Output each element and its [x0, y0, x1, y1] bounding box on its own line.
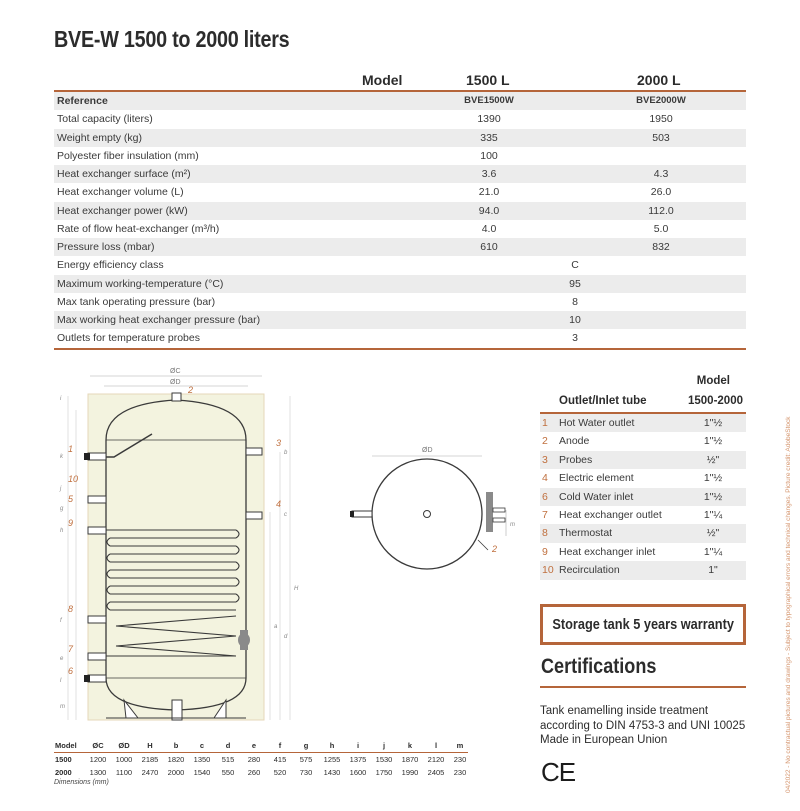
spec-header-2000: 2000 L — [637, 72, 681, 88]
dimensions-header-row — [54, 739, 468, 753]
dimensions-cell: 2470 — [141, 768, 159, 777]
spec-row — [54, 165, 746, 183]
cert-line-3: Made in European Union — [540, 734, 668, 746]
spec-row — [54, 256, 746, 274]
spec-row-label: Weight empty (kg) — [57, 131, 142, 144]
dimensions-header-cell: g — [303, 741, 309, 750]
dimensions-cell: 1200 — [89, 754, 107, 764]
spec-row — [54, 129, 746, 147]
spec-header-model: Model — [362, 72, 403, 88]
spec-row — [54, 275, 746, 293]
side-letter-g: g — [60, 506, 64, 512]
spec-row-label: Total capacity (liters) — [57, 113, 153, 126]
spec-row-value: 3 — [572, 332, 578, 345]
outlet-row-size: ½" — [706, 527, 720, 540]
side-letter-b: b — [284, 450, 288, 456]
spec-row-value-1500: 4.0 — [481, 222, 497, 235]
spec-row-value-1500: 610 — [480, 241, 498, 253]
outlet-row-name: Heat exchanger outlet — [559, 508, 662, 521]
dimensions-header-cell: i — [356, 741, 360, 750]
outlet-table-header — [540, 372, 746, 412]
side-letter-f: f — [60, 618, 62, 624]
spec-row — [54, 147, 746, 165]
certifications-title: Certifications — [541, 655, 657, 678]
dimensions-row — [54, 753, 468, 767]
spec-row-value-2000: 26.0 — [650, 186, 672, 199]
spec-row — [54, 92, 746, 110]
ce-mark-icon: CE — [541, 757, 576, 787]
spec-row-value-1500: 21.0 — [478, 186, 500, 199]
side-letter-h-total: H — [294, 586, 299, 592]
top-letter-m: m — [510, 522, 515, 528]
outlet-table-body — [540, 412, 746, 580]
dimensions-cell: 2185 — [141, 754, 159, 764]
side-letter-m: m — [60, 704, 65, 710]
outlet-header-model: Model — [696, 375, 730, 387]
outlet-row-size: 1"¼ — [703, 545, 723, 558]
spec-row-label: Heat exchanger volume (L) — [57, 186, 184, 199]
outlet-row-number: 1 — [542, 417, 548, 429]
outlet-row — [540, 488, 746, 506]
dimensions-header-cell: H — [147, 741, 153, 750]
dimensions-header-cell: e — [251, 741, 257, 750]
marker-5: 5 — [68, 494, 74, 504]
dimensions-header-cell: l — [434, 741, 438, 750]
dimensions-cell: 2000 — [167, 768, 185, 777]
dimensions-row — [54, 766, 468, 780]
outlet-row-name: Anode — [559, 435, 590, 448]
dimensions-header-cell: j — [382, 741, 386, 750]
outlet-row — [540, 561, 746, 579]
outlet-row-name: Recirculation — [559, 564, 620, 577]
certifications-divider — [540, 686, 746, 688]
tank-top-diagram — [346, 438, 526, 618]
side-letter-e: e — [60, 656, 64, 662]
outlet-row — [540, 524, 746, 542]
marker-6: 6 — [68, 666, 74, 676]
dimensions-cell: 1430 — [323, 768, 341, 777]
spec-row-label: Heat exchanger power (kW) — [57, 204, 188, 217]
dimensions-header-cell: h — [329, 741, 335, 750]
spec-row — [54, 293, 746, 311]
spec-table-body — [54, 90, 746, 350]
dimensions-cell: 1990 — [401, 768, 419, 777]
spec-row-value-2000: 1950 — [649, 113, 673, 126]
dimensions-cell: 1255 — [323, 754, 341, 764]
outlet-row-size: 1"½ — [703, 435, 723, 448]
dimensions-header-cell: f — [278, 741, 282, 750]
warranty-text: Storage tank 5 years warranty — [552, 616, 734, 633]
spec-row — [54, 238, 746, 256]
spec-row-value: 10 — [569, 314, 581, 326]
side-letter-j: j — [60, 486, 62, 492]
outlet-row — [540, 414, 746, 432]
spec-row — [54, 311, 746, 329]
dimensions-header-cell: ØD — [118, 741, 130, 750]
outlet-row-name: Heat exchanger inlet — [559, 545, 656, 558]
spec-table — [54, 70, 746, 350]
dimensions-header-cell: Model — [55, 741, 77, 750]
warranty-box — [540, 604, 746, 645]
top-fitting — [172, 393, 181, 401]
spec-row-value-2000: 503 — [652, 131, 670, 144]
spec-row-value-2000: 4.3 — [653, 168, 669, 180]
dimensions-header-cell: m — [456, 741, 464, 750]
dimensions-cell: 730 — [299, 768, 313, 777]
spec-table-header — [54, 70, 746, 90]
outlet-row-number: 7 — [542, 508, 548, 521]
outlet-row-name: Probes — [559, 453, 593, 466]
spec-row-label: Max tank operating pressure (bar) — [57, 295, 216, 308]
dimensions-header-cell: ØC — [92, 741, 104, 750]
page-title: BVE-W 1500 to 2000 liters — [54, 26, 290, 52]
insulation-outline — [88, 394, 264, 720]
dimensions-cell: 1600 — [349, 768, 367, 777]
spec-row-value-2000: BVE2000W — [636, 95, 686, 106]
side-disclaimer: 04/2022 - No contractual pictures and drawings - Subject to typographical errors and technical changes. Picture credit: AdobeStock — [785, 416, 792, 793]
spec-row — [54, 202, 746, 220]
marker-7: 7 — [68, 644, 74, 654]
spec-row-value: C — [571, 259, 579, 272]
spec-row-label: Pressure loss (mbar) — [57, 241, 155, 253]
spec-row-value-1500: BVE1500W — [464, 95, 514, 106]
outlet-row-size: 1"½ — [703, 472, 723, 485]
spec-row-label: Outlets for temperature probes — [57, 332, 200, 345]
outlet-row-number: 10 — [542, 564, 554, 577]
top-marker-2: 2 — [492, 544, 498, 554]
spec-row-label: Maximum working-temperature (°C) — [57, 277, 224, 290]
dimensions-cell: 415 — [273, 754, 287, 764]
outlet-inlet-table — [540, 372, 746, 580]
dimensions-cell: 1350 — [193, 754, 211, 764]
outlet-row — [540, 432, 746, 450]
spec-row-label: Heat exchanger surface (m²) — [57, 168, 191, 180]
outlet-row-size: ½" — [706, 453, 720, 466]
marker-1: 1 — [68, 444, 74, 454]
spec-row-label: Max working heat exchanger pressure (bar) — [57, 314, 261, 326]
spec-row-label: Rate of flow heat-exchanger (m³/h) — [57, 222, 220, 235]
spec-row-value-2000: 832 — [652, 241, 670, 253]
outlet-row-size: 1"½ — [703, 490, 723, 503]
dimensions-header-cell: d — [225, 741, 231, 750]
dimensions-cell: 1530 — [375, 754, 393, 764]
dimensions-cell: 1500 — [55, 754, 72, 764]
spec-row-value-1500: 100 — [480, 149, 498, 162]
marker-9: 9 — [68, 518, 74, 528]
dimensions-table — [54, 739, 468, 780]
dimensions-cell: 1750 — [375, 768, 393, 777]
spec-row-value: 8 — [572, 295, 578, 308]
dimensions-caption: Dimensions (mm) — [54, 779, 109, 786]
marker-8: 8 — [68, 604, 74, 614]
outlet-row-number: 4 — [542, 472, 548, 485]
spec-row — [54, 220, 746, 238]
tank-side-diagram — [54, 360, 314, 730]
dimensions-header-cell: k — [407, 741, 413, 750]
outlet-row-number: 2 — [542, 435, 548, 448]
outlet-row-name: Electric element — [559, 472, 634, 485]
outlet-row — [540, 543, 746, 561]
spec-row-label: Energy efficiency class — [57, 259, 164, 272]
dimensions-cell: 2000 — [55, 768, 72, 777]
spec-row-label: Polyester fiber insulation (mm) — [57, 149, 199, 162]
dimensions-cell: 575 — [299, 754, 313, 764]
dimensions-cell: 2405 — [427, 768, 445, 777]
tank-top-circle — [372, 459, 482, 569]
spec-row-value-1500: 1390 — [477, 113, 501, 126]
dimensions-cell: 515 — [221, 754, 235, 764]
spec-row-label: Reference — [57, 95, 108, 107]
dimensions-cell: 1100 — [115, 768, 133, 777]
marker-2: 2 — [188, 385, 194, 395]
outlet-row-size: 1" — [708, 564, 718, 577]
dimensions-header-cell: c — [199, 741, 205, 750]
dimensions-cell: 1820 — [167, 754, 185, 764]
dimensions-cell: 550 — [221, 768, 235, 777]
spec-row-value-2000: 112.0 — [648, 204, 674, 217]
dimensions-cell: 260 — [247, 768, 261, 777]
spec-row-value-1500: 335 — [480, 131, 498, 144]
marker-10: 10 — [68, 474, 79, 484]
spec-row-value-2000: 5.0 — [653, 222, 669, 235]
dimensions-cell: 1870 — [401, 754, 419, 764]
outlet-header-range: 1500-2000 — [688, 395, 743, 407]
spec-row-value-1500: 3.6 — [481, 168, 497, 180]
outlet-row — [540, 506, 746, 524]
spec-row — [54, 329, 746, 347]
spec-row-value-1500: 94.0 — [478, 204, 500, 217]
dimensions-cell: 1540 — [193, 768, 211, 777]
marker-3: 3 — [276, 438, 282, 448]
outlet-row-number: 9 — [542, 545, 548, 558]
side-letter-h: h — [60, 528, 64, 534]
dim-label-c: ØC — [170, 368, 181, 375]
top-dim-label: ØD — [422, 447, 433, 454]
cert-line-2: according to DIN 4753-3 and UNI 10025 — [540, 719, 746, 732]
dimensions-cell: 280 — [247, 754, 261, 764]
outlet-row-number: 3 — [542, 453, 548, 466]
dimensions-cell: 1300 — [89, 768, 107, 777]
side-letter-i: i — [60, 396, 62, 402]
spec-row — [54, 110, 746, 128]
outlet-row — [540, 451, 746, 469]
dimensions-cell: 1375 — [349, 754, 367, 764]
spec-row — [54, 183, 746, 201]
certifications-text — [540, 704, 770, 748]
side-letter-a: a — [274, 624, 278, 630]
side-letter-d: d — [284, 634, 288, 640]
spec-row-value: 95 — [569, 277, 581, 290]
spec-header-1500: 1500 L — [466, 72, 510, 88]
cert-line-1: Tank enamelling inside treatment — [540, 705, 709, 717]
side-letter-c: c — [284, 512, 287, 518]
outlet-row-size: 1"½ — [703, 417, 723, 429]
side-letter-l: l — [60, 678, 62, 684]
dimensions-cell: 230 — [453, 768, 467, 777]
side-letter-k: k — [60, 454, 63, 460]
outlet-header-tube: Outlet/Inlet tube — [559, 395, 647, 407]
dimensions-cell: 520 — [273, 768, 287, 777]
dimensions-header-cell: b — [173, 741, 179, 750]
outlet-row-name: Cold Water inlet — [559, 490, 634, 503]
outlet-row-number: 6 — [542, 490, 548, 503]
dimensions-cell: 230 — [453, 754, 467, 764]
marker-4: 4 — [276, 499, 282, 509]
outlet-row-size: 1"¼ — [703, 508, 723, 521]
dim-label-d: ØD — [170, 379, 181, 386]
outlet-row-name: Thermostat — [559, 527, 613, 540]
dimensions-cell: 1000 — [115, 754, 133, 764]
outlet-row-name: Hot Water outlet — [559, 417, 635, 429]
outlet-row-number: 8 — [542, 527, 548, 540]
dimensions-cell: 2120 — [427, 754, 445, 764]
outlet-row — [540, 469, 746, 487]
